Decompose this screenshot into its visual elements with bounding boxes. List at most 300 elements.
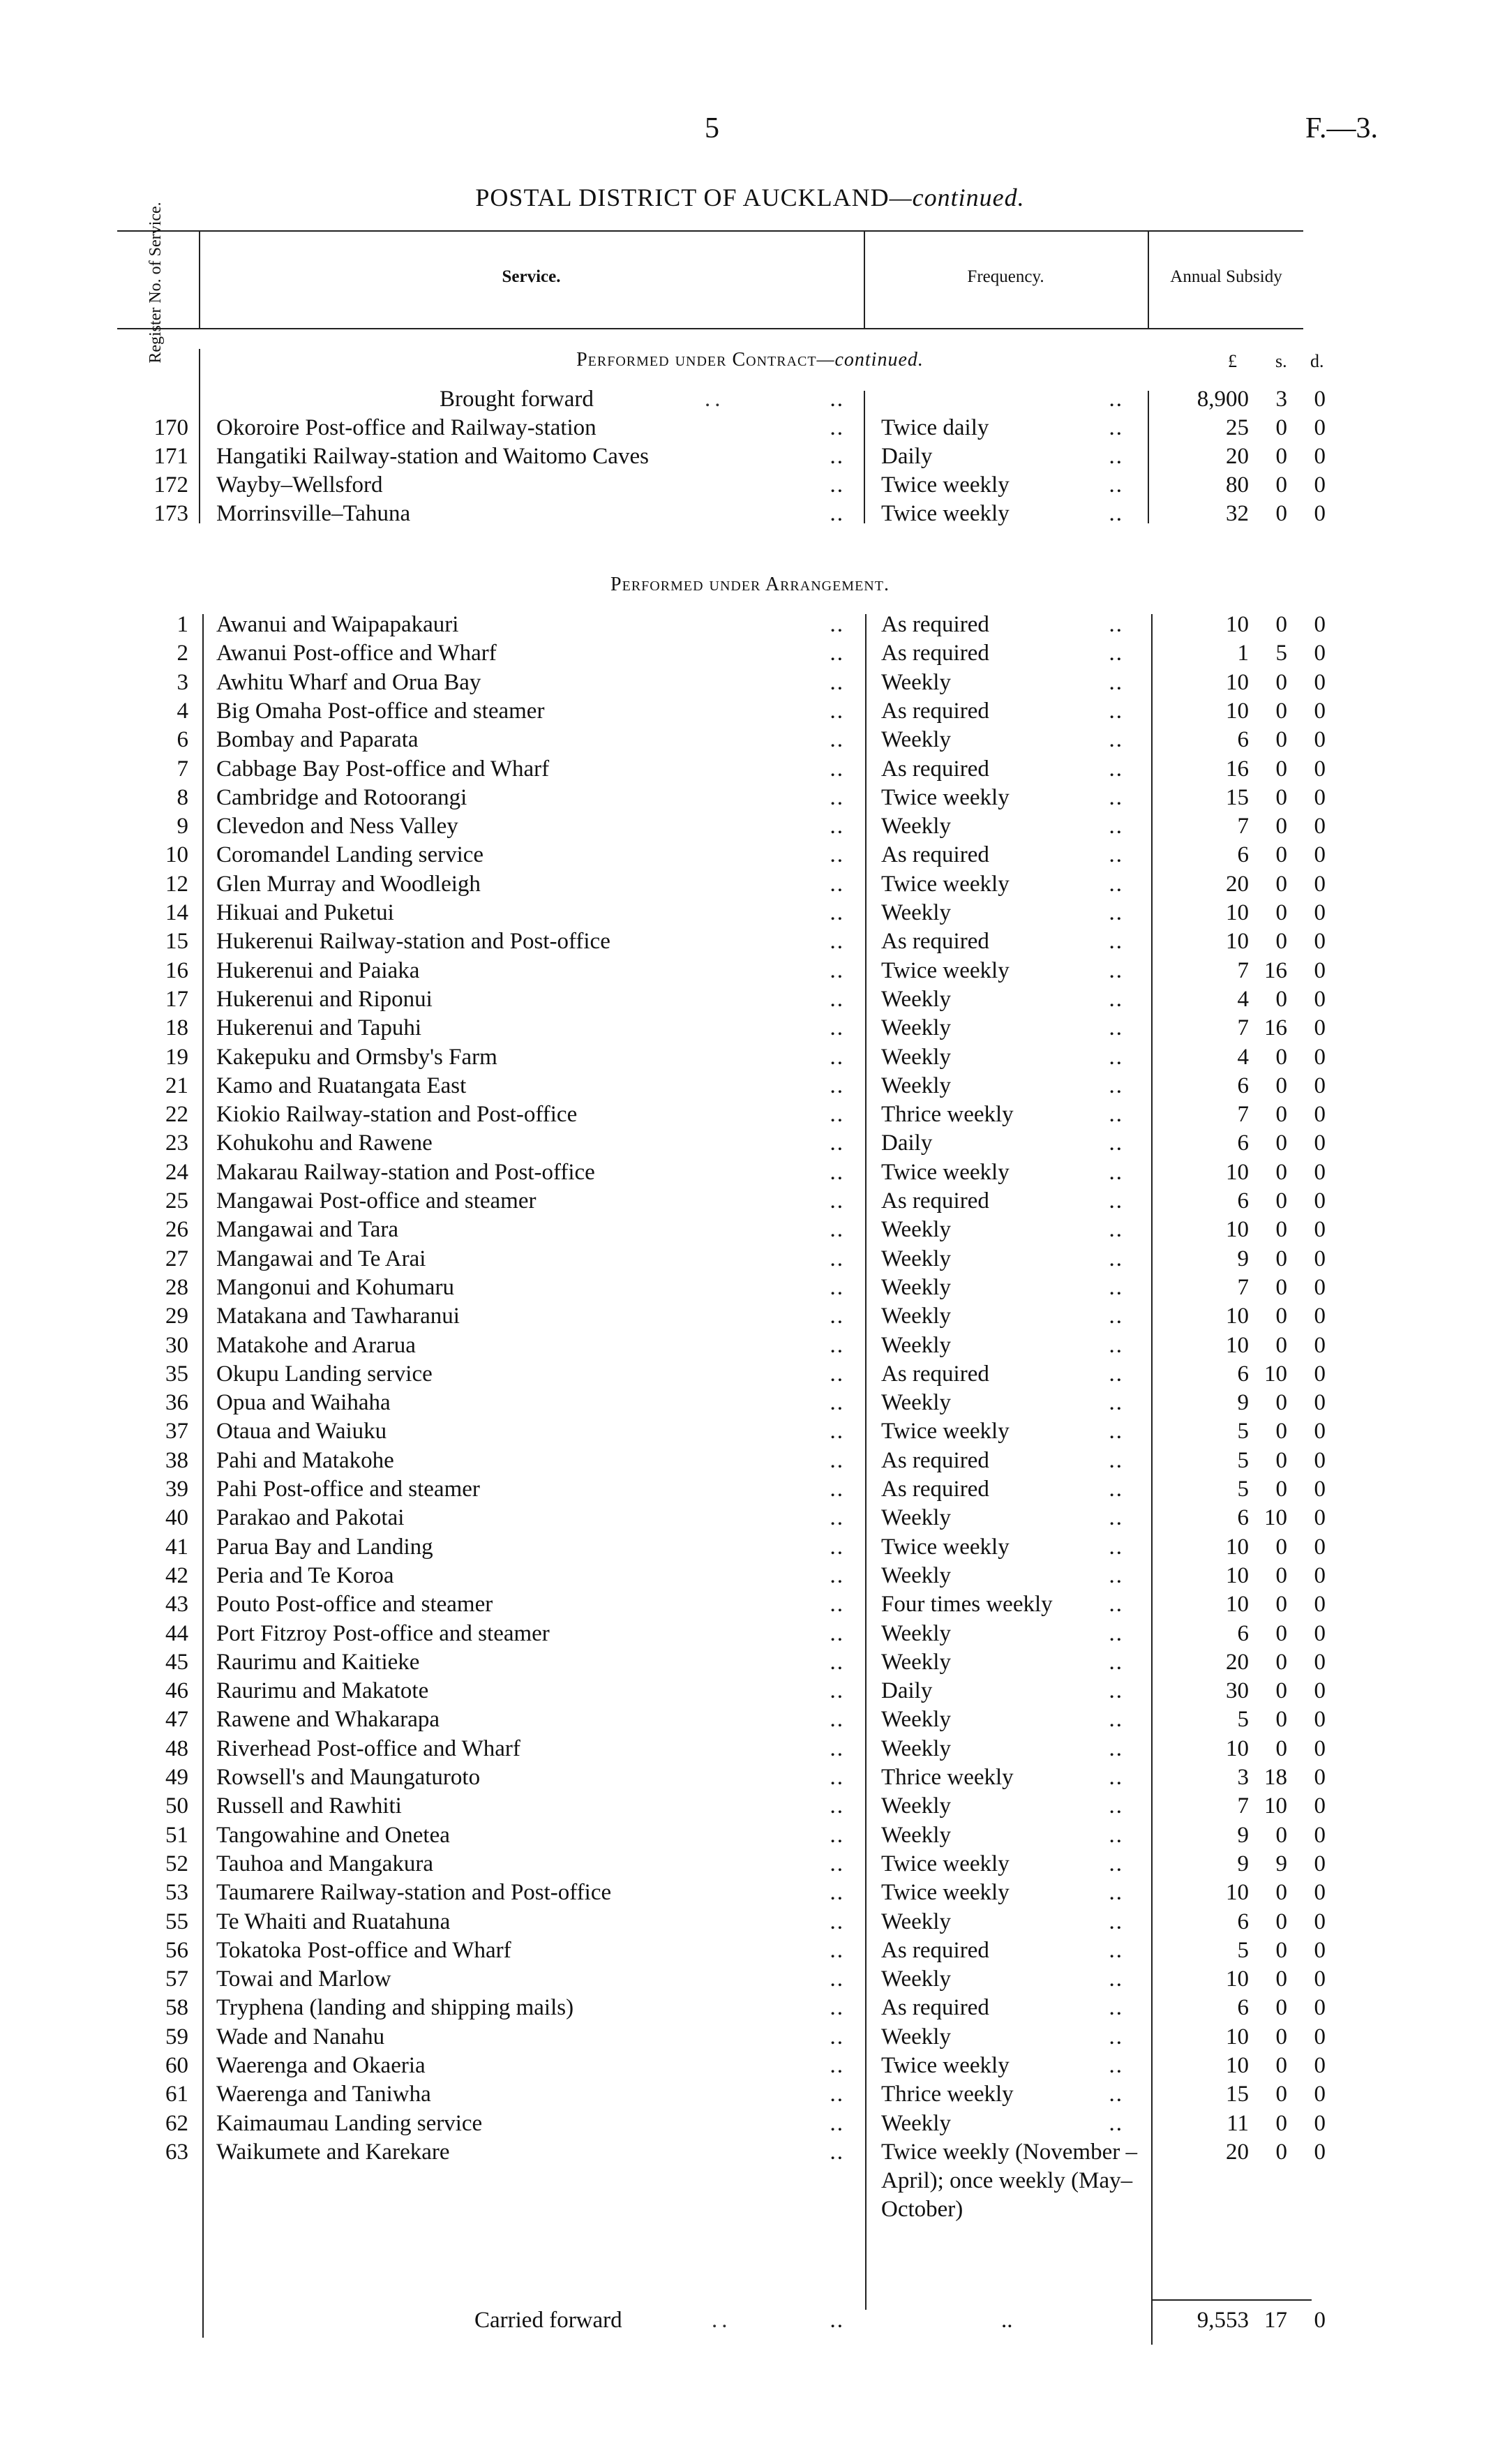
pence: 0 [1314, 1620, 1326, 1646]
leader-dots: .. [1109, 501, 1123, 526]
table-row [0, 899, 1500, 927]
table-row [0, 1014, 1500, 1043]
service-name: Bombay and Paparata [216, 727, 419, 753]
leader-dots: .. [830, 1102, 844, 1128]
leader-dots: .. [1109, 2082, 1123, 2107]
brought-forward-row [0, 385, 1500, 414]
pounds: 10 [1226, 2024, 1249, 2049]
table-row [0, 927, 1500, 956]
register-number: 37 [165, 1419, 188, 1444]
pence: 0 [1314, 669, 1326, 695]
register-number: 49 [165, 1765, 188, 1790]
frequency: Weekly [881, 1505, 951, 1531]
table-row [0, 1735, 1500, 1763]
register-number: 173 [153, 501, 188, 526]
pence: 0 [1314, 1880, 1326, 1906]
leader-dots: .. [1109, 1909, 1123, 1934]
pence: 0 [1314, 472, 1326, 498]
shillings: 0 [1275, 1880, 1287, 1906]
pence: 0 [1314, 900, 1326, 925]
pence: 0 [1314, 1707, 1326, 1733]
leader-dots: .. [1109, 1534, 1123, 1560]
leader-dots: .. [830, 2053, 844, 2078]
table-row [0, 1590, 1500, 1619]
frequency: Weekly [881, 1044, 951, 1070]
service-name: Parua Bay and Landing [216, 1534, 433, 1560]
leader-dots: .. [830, 1130, 844, 1156]
pence: 0 [1314, 1505, 1326, 1531]
leader-dots: .. [1109, 1649, 1123, 1675]
table-row [0, 1389, 1500, 1417]
register-number: 16 [165, 957, 188, 983]
frequency: Twice weekly [881, 472, 1010, 498]
pence: 0 [1314, 1274, 1326, 1300]
pence: 0 [1314, 641, 1326, 666]
table-row [0, 985, 1500, 1014]
register-number: 6 [177, 727, 188, 753]
leader-dots: .. [830, 1390, 844, 1416]
pounds: 6 [1237, 1995, 1249, 2021]
service-name: Towai and Marlow [216, 1966, 391, 1992]
register-number: 3 [177, 669, 188, 695]
pence: 0 [1314, 727, 1326, 753]
pence: 0 [1314, 784, 1326, 810]
frequency: Weekly [881, 1649, 951, 1675]
pounds: 25 [1226, 415, 1249, 440]
table-row [0, 1331, 1500, 1360]
shillings: 0 [1275, 1217, 1287, 1243]
frequency: Weekly [881, 900, 951, 925]
service-name: Glen Murray and Woodleigh [216, 871, 481, 897]
pounds: 5 [1237, 1937, 1249, 1963]
shillings: 0 [1275, 1447, 1287, 1473]
leader-dots: .. [830, 2139, 844, 2165]
frequency: Weekly [881, 1332, 951, 1358]
pounds: 9,553 [1197, 2308, 1249, 2333]
pence: 0 [1314, 842, 1326, 868]
pounds: 6 [1237, 842, 1249, 868]
pounds: 10 [1226, 1735, 1249, 1761]
leader-dots: .. [1109, 784, 1123, 810]
frequency: As required [881, 1447, 989, 1473]
pounds: 9 [1237, 1851, 1249, 1876]
leader-dots: .. [830, 1217, 844, 1243]
table-row [0, 1936, 1500, 1965]
pence: 0 [1314, 1332, 1326, 1358]
table-row [0, 1648, 1500, 1677]
frequency: Thrice weekly [881, 1102, 1014, 1128]
leader-dots: .. [830, 1735, 844, 1761]
register-number: 62 [165, 2110, 188, 2136]
service-name: Russell and Rawhiti [216, 1793, 402, 1819]
title-suffix: —continued. [889, 184, 1025, 211]
table-row [0, 639, 1500, 668]
service-name: Pahi Post-office and steamer [216, 1477, 480, 1502]
frequency: Four times weekly [881, 1592, 1053, 1618]
register-number: 59 [165, 2024, 188, 2049]
shillings: 0 [1275, 1966, 1287, 1992]
leader-dots: .. [830, 1765, 844, 1790]
register-number: 43 [165, 1592, 188, 1618]
leader-dots: .. [1109, 612, 1123, 637]
leader-dots: .. [830, 1966, 844, 1992]
leader-dots: .. [830, 727, 844, 753]
leader-dots: .. [830, 1274, 844, 1300]
table-row [0, 1562, 1500, 1590]
leader-dots: .. [1109, 669, 1123, 695]
pounds: 80 [1226, 472, 1249, 498]
pence: 0 [1314, 1995, 1326, 2021]
table-row [0, 1360, 1500, 1389]
register-number: 53 [165, 1880, 188, 1906]
frequency: Weekly [881, 814, 951, 839]
shillings: 0 [1275, 669, 1287, 695]
service-name: Mangawai and Te Arai [216, 1246, 426, 1271]
shillings: 0 [1275, 1073, 1287, 1098]
shillings: 3 [1275, 387, 1287, 412]
pence: 0 [1314, 986, 1326, 1012]
frequency: Twice weekly (November – April); once weekly (May–October) [881, 2139, 1137, 2222]
pence: 0 [1314, 1073, 1326, 1098]
page-title [0, 183, 1500, 212]
leader-dots: .. [1109, 1793, 1123, 1819]
register-number: 42 [165, 1562, 188, 1588]
shillings: 0 [1275, 986, 1287, 1012]
table-row [0, 1216, 1500, 1244]
pence: 0 [1314, 1188, 1326, 1214]
shillings: 0 [1275, 1390, 1287, 1416]
pence: 0 [1314, 957, 1326, 983]
pence: 0 [1314, 1130, 1326, 1156]
leader-dots: .. [1109, 1678, 1123, 1704]
leader-dots: .. [830, 1419, 844, 1444]
pounds: 7 [1237, 1793, 1249, 1819]
leader-dots: .. [830, 1332, 844, 1358]
leader-dots: .. [830, 1015, 844, 1041]
pence: 0 [1314, 1217, 1326, 1243]
pounds: 10 [1226, 929, 1249, 955]
leader-dots: .. [830, 871, 844, 897]
service-name: Tauhoa and Mangakura [216, 1851, 434, 1876]
frequency: Weekly [881, 986, 951, 1012]
pounds: 10 [1226, 2053, 1249, 2078]
service-name: Hukerenui and Riponui [216, 986, 433, 1012]
pounds: 20 [1226, 1649, 1249, 1675]
leader-dots: .. [830, 1851, 844, 1876]
service-name: Cabbage Bay Post-office and Wharf [216, 756, 550, 782]
leader-dots: .. [830, 1188, 844, 1214]
pence: 0 [1314, 1419, 1326, 1444]
service-name: Pahi and Matakohe [216, 1447, 394, 1473]
frequency: Twice weekly [881, 1880, 1010, 1906]
table-row [0, 2052, 1500, 2080]
pounds: 7 [1237, 1015, 1249, 1041]
frequency: As required [881, 842, 989, 868]
table-row [0, 755, 1500, 784]
leader-dots: .. [830, 415, 844, 440]
pounds: 20 [1226, 444, 1249, 469]
frequency: Twice weekly [881, 1159, 1010, 1185]
pence: 0 [1314, 415, 1326, 440]
table-row [0, 1447, 1500, 1475]
register-number: 21 [165, 1073, 188, 1098]
leader-dots: .. [1109, 472, 1123, 498]
table-row [0, 1043, 1500, 1072]
table-row [0, 1620, 1500, 1648]
leader-dots: .. [830, 1909, 844, 1934]
service-name: Coromandel Landing service [216, 842, 484, 868]
shillings: 0 [1275, 814, 1287, 839]
frequency: Daily [881, 1130, 933, 1156]
pounds: 6 [1237, 1361, 1249, 1387]
service-name: Mangonui and Kohumaru [216, 1274, 454, 1300]
leader-dots: .. [830, 1505, 844, 1531]
pence: 0 [1314, 871, 1326, 897]
leader-dots: .. [830, 1678, 844, 1704]
register-number: 15 [165, 929, 188, 955]
pounds: 6 [1237, 1130, 1249, 1156]
frequency: Daily [881, 444, 933, 469]
pounds: 6 [1237, 1073, 1249, 1098]
pence: 0 [1314, 1447, 1326, 1473]
register-number: 41 [165, 1534, 188, 1560]
service-name: Mangawai Post-office and steamer [216, 1188, 537, 1214]
pounds: 20 [1226, 2139, 1249, 2165]
register-number: 18 [165, 1015, 188, 1041]
leader-dots: .. [830, 784, 844, 810]
shillings: 9 [1275, 1851, 1287, 1876]
pounds: 4 [1237, 1044, 1249, 1070]
leader-dots: .. [830, 2308, 844, 2333]
service-name: Cambridge and Rotoorangi [216, 784, 467, 810]
register-number: 27 [165, 1246, 188, 1271]
pounds: 32 [1226, 501, 1249, 526]
register-number: 55 [165, 1909, 188, 1934]
shillings: 0 [1275, 1735, 1287, 1761]
register-number: 22 [165, 1102, 188, 1128]
leader-dots: .. [1109, 1188, 1123, 1214]
shillings: 0 [1275, 1332, 1287, 1358]
table-row [0, 669, 1500, 697]
service-name: Awanui Post-office and Wharf [216, 641, 497, 666]
leader-dots: .. [830, 1620, 844, 1646]
header-register: Register No. of Service. [147, 202, 165, 364]
table-row [0, 1475, 1500, 1504]
pounds: 10 [1226, 1562, 1249, 1588]
brought-forward-label: Brought forward [440, 387, 594, 412]
leader-dots: .. [830, 1880, 844, 1906]
leader-dots: .. [830, 900, 844, 925]
register-number: 40 [165, 1505, 188, 1531]
pence: 0 [1314, 2053, 1326, 2078]
shillings: 0 [1275, 1909, 1287, 1934]
shillings: 0 [1275, 1937, 1287, 1963]
leader-dots: .. [1109, 1937, 1123, 1963]
service-name: Riverhead Post-office and Wharf [216, 1735, 520, 1761]
table-row [0, 1763, 1500, 1792]
pounds: 9 [1237, 1822, 1249, 1848]
leader-dots: .. [1109, 1707, 1123, 1733]
shillings: 0 [1275, 1044, 1287, 1070]
pounds: 7 [1237, 1102, 1249, 1128]
leader-dots: .. [1109, 1015, 1123, 1041]
shillings: 0 [1275, 1102, 1287, 1128]
service-name: Rawene and Whakarapa [216, 1707, 440, 1733]
pence: 0 [1314, 1793, 1326, 1819]
register-number: 2 [177, 641, 188, 666]
leader-dots: .. [830, 1937, 844, 1963]
shillings: 0 [1275, 1159, 1287, 1185]
frequency: Twice weekly [881, 1534, 1010, 1560]
table-row [0, 1072, 1500, 1100]
register-number: 61 [165, 2082, 188, 2107]
leader-dots: .. [1109, 1447, 1123, 1473]
table-row [0, 1274, 1500, 1302]
pence: 0 [1314, 1477, 1326, 1502]
pence: 0 [1314, 1735, 1326, 1761]
pence: 0 [1314, 2024, 1326, 2049]
service-name: Kiokio Railway-station and Post-office [216, 1102, 578, 1128]
register-number: 45 [165, 1649, 188, 1675]
leader-dots: .. [1109, 1332, 1123, 1358]
frequency: As required [881, 612, 989, 637]
frequency: Twice weekly [881, 1851, 1010, 1876]
register-number: 7 [177, 756, 188, 782]
table-row [0, 1129, 1500, 1158]
register-number: 12 [165, 871, 188, 897]
register-number: 19 [165, 1044, 188, 1070]
shillings: 0 [1275, 415, 1287, 440]
shillings: 0 [1275, 1304, 1287, 1329]
register-number: 48 [165, 1735, 188, 1761]
section-contract-heading: Performed under Contract—continued. [576, 349, 924, 371]
pounds: 10 [1226, 669, 1249, 695]
leader-dots: .. [830, 444, 844, 469]
table-row [0, 1504, 1500, 1532]
leader-dots: .. [1109, 2053, 1123, 2078]
leader-dots: .. [1109, 1620, 1123, 1646]
register-number: 172 [153, 472, 188, 498]
shillings: 0 [1275, 472, 1287, 498]
frequency: Weekly [881, 1822, 951, 1848]
shillings: 0 [1275, 1995, 1287, 2021]
frequency: As required [881, 756, 989, 782]
frequency: Weekly [881, 1966, 951, 1992]
register-number: 39 [165, 1477, 188, 1502]
frequency: As required [881, 1477, 989, 1502]
leader-dots: .. [830, 501, 844, 526]
pence: 0 [1314, 501, 1326, 526]
pounds: 5 [1237, 1477, 1249, 1502]
shillings: 0 [1275, 444, 1287, 469]
register-number: 8 [177, 784, 188, 810]
frequency: As required [881, 1361, 989, 1387]
service-name: Te Whaiti and Ruatahuna [216, 1909, 451, 1934]
pounds: 6 [1237, 1505, 1249, 1531]
register-number: 56 [165, 1937, 188, 1963]
pounds: 16 [1226, 756, 1249, 782]
pounds: 10 [1226, 612, 1249, 637]
leader-dots: .. [830, 1822, 844, 1848]
pounds: 10 [1226, 1880, 1249, 1906]
pounds: 7 [1237, 814, 1249, 839]
leader-dots: .. [830, 842, 844, 868]
pounds: 8,900 [1197, 387, 1249, 412]
shillings: 0 [1275, 2139, 1287, 2165]
service-name: Tangowahine and Onetea [216, 1822, 450, 1848]
service-name: Pouto Post-office and steamer [216, 1592, 493, 1618]
leader-dots: .. [1109, 2024, 1123, 2049]
leader-dots: .. [1109, 1390, 1123, 1416]
pence: 0 [1314, 1390, 1326, 1416]
table-row [0, 1821, 1500, 1850]
pence: 0 [1314, 1534, 1326, 1560]
leader-dots: .. [1109, 641, 1123, 666]
pence: 0 [1314, 1246, 1326, 1271]
shillings: 0 [1275, 900, 1287, 925]
leader-dots: .. [1109, 1361, 1123, 1387]
leader-dots: .. [830, 957, 844, 983]
shillings: 0 [1275, 1188, 1287, 1214]
shillings: 0 [1275, 1678, 1287, 1704]
register-number: 38 [165, 1447, 188, 1473]
pounds: 5 [1237, 1419, 1249, 1444]
pence: 0 [1314, 444, 1326, 469]
service-name: Waerenga and Taniwha [216, 2082, 431, 2107]
register-number: 63 [165, 2139, 188, 2165]
shillings: 0 [1275, 1620, 1287, 1646]
pounds: 6 [1237, 1188, 1249, 1214]
table-row [0, 1100, 1500, 1129]
table-row [0, 414, 1500, 442]
leader-dots: .. [830, 1304, 844, 1329]
frequency: As required [881, 1188, 989, 1214]
leader-dots: .. [830, 1649, 844, 1675]
table-row [0, 1677, 1500, 1705]
register-number: 35 [165, 1361, 188, 1387]
pence: 0 [1314, 1909, 1326, 1934]
leader-dots: .. [1109, 1562, 1123, 1588]
leader-dots: .. [1109, 1765, 1123, 1790]
leader-dots: .. [1109, 2110, 1123, 2136]
leader-dots: .. [1109, 1851, 1123, 1876]
shillings: 0 [1275, 842, 1287, 868]
shillings: 0 [1275, 1477, 1287, 1502]
shillings: 16 [1264, 1015, 1287, 1041]
pounds: 10 [1226, 1592, 1249, 1618]
table-row [0, 2080, 1500, 2109]
service-name: Okoroire Post-office and Railway-station [216, 415, 597, 440]
frequency: Thrice weekly [881, 1765, 1014, 1790]
pounds: 30 [1226, 1678, 1249, 1704]
service-name: Kaimaumau Landing service [216, 2110, 483, 2136]
pounds: 10 [1226, 1159, 1249, 1185]
service-name: Parakao and Pakotai [216, 1505, 405, 1531]
shillings: 0 [1275, 2024, 1287, 2049]
frequency: As required [881, 1937, 989, 1963]
shillings: 0 [1275, 1419, 1287, 1444]
service-name: Wade and Nanahu [216, 2024, 385, 2049]
shillings: 0 [1275, 2110, 1287, 2136]
register-number: 23 [165, 1130, 188, 1156]
service-name: Clevedon and Ness Valley [216, 814, 458, 839]
service-name: Kohukohu and Rawene [216, 1130, 433, 1156]
shillings: 0 [1275, 1822, 1287, 1848]
leader-dots: .. [1109, 1505, 1123, 1531]
table-row [0, 1908, 1500, 1936]
register-number: 44 [165, 1620, 188, 1646]
unit-shillings: s. [1275, 351, 1287, 371]
